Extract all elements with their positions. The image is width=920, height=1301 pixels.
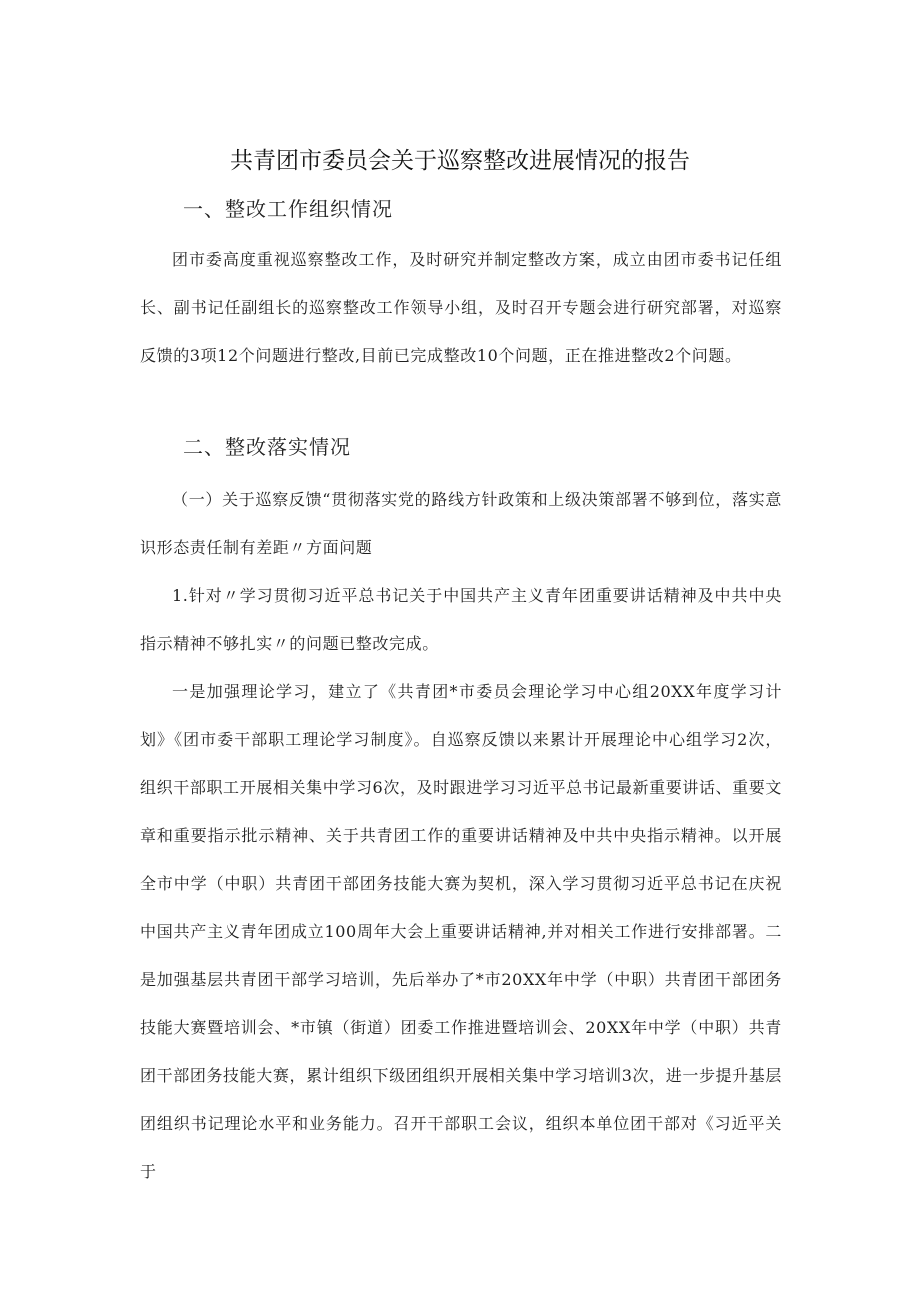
item-detail-paragraph: 一是加强理论学习，建立了《共青团*市委员会理论学习中心组20XX年度学习计划》《团市委干部职工理论学习制度》。自巡察反馈以来累计开展理论中心组学习2次，组织干部职工开展相关集中学习6次，及时跟进学习习近平总书记最新重要讲话、重要文章和重要指示批示精神、关于共青团工作的重要讲话精神及中共中央指示精神。以开展全市中学（中职）共青团干部团务技能大赛为契机，深入学习贯彻习近平总书记在庆祝中国共产主义青年团成立100周年大会上重要讲话精神,并对相关工作进行安排部署。二是加强基层共青团干部学习培训，先后举办了*市20XX年中学（中职）共青团干部团务技能大赛暨培训会、*市镇（街道）团委工作推进暨培训会、20XX年中学（中职）共青团干部团务技能大赛，累计组织下级团组织开展相关集中学习培训3次，进一步提升基层团组织书记理论水平和业务能力。召开干部职工会议，组织本单位团干部对《习近平关于 xyxy=(140,682,782,1181)
section-heading-implementation: 二、整改落实情况 xyxy=(183,435,351,459)
section-paragraph-organization: 团市委高度重视巡察整改工作，及时研究并制定整改方案，成立由团市委书记任组长、副书记任副组长的巡察整改工作领导小组，及时召开专题会进行研究部署，对巡察反馈的3项12个问题进行整改,目前已完成整改10个问题，正在推进整改2个问题。 xyxy=(140,250,782,365)
document-title: 共青团市委员会关于巡察整改进展情况的报告 xyxy=(230,148,690,174)
section-heading-organization: 一、整改工作组织情况 xyxy=(183,197,393,221)
item-paragraph-1: 1.针对〃学习贯彻习近平总书记关于中国共产主义青年团重要讲话精神及中共中央指示精神不够扎实〃的问题已整改完成。 xyxy=(140,586,782,653)
subsection-heading-1: （一）关于巡察反馈“贯彻落实党的路线方针政策和上级决策部署不够到位，落实意识形态责任制有差距〃方面问题 xyxy=(140,490,782,557)
